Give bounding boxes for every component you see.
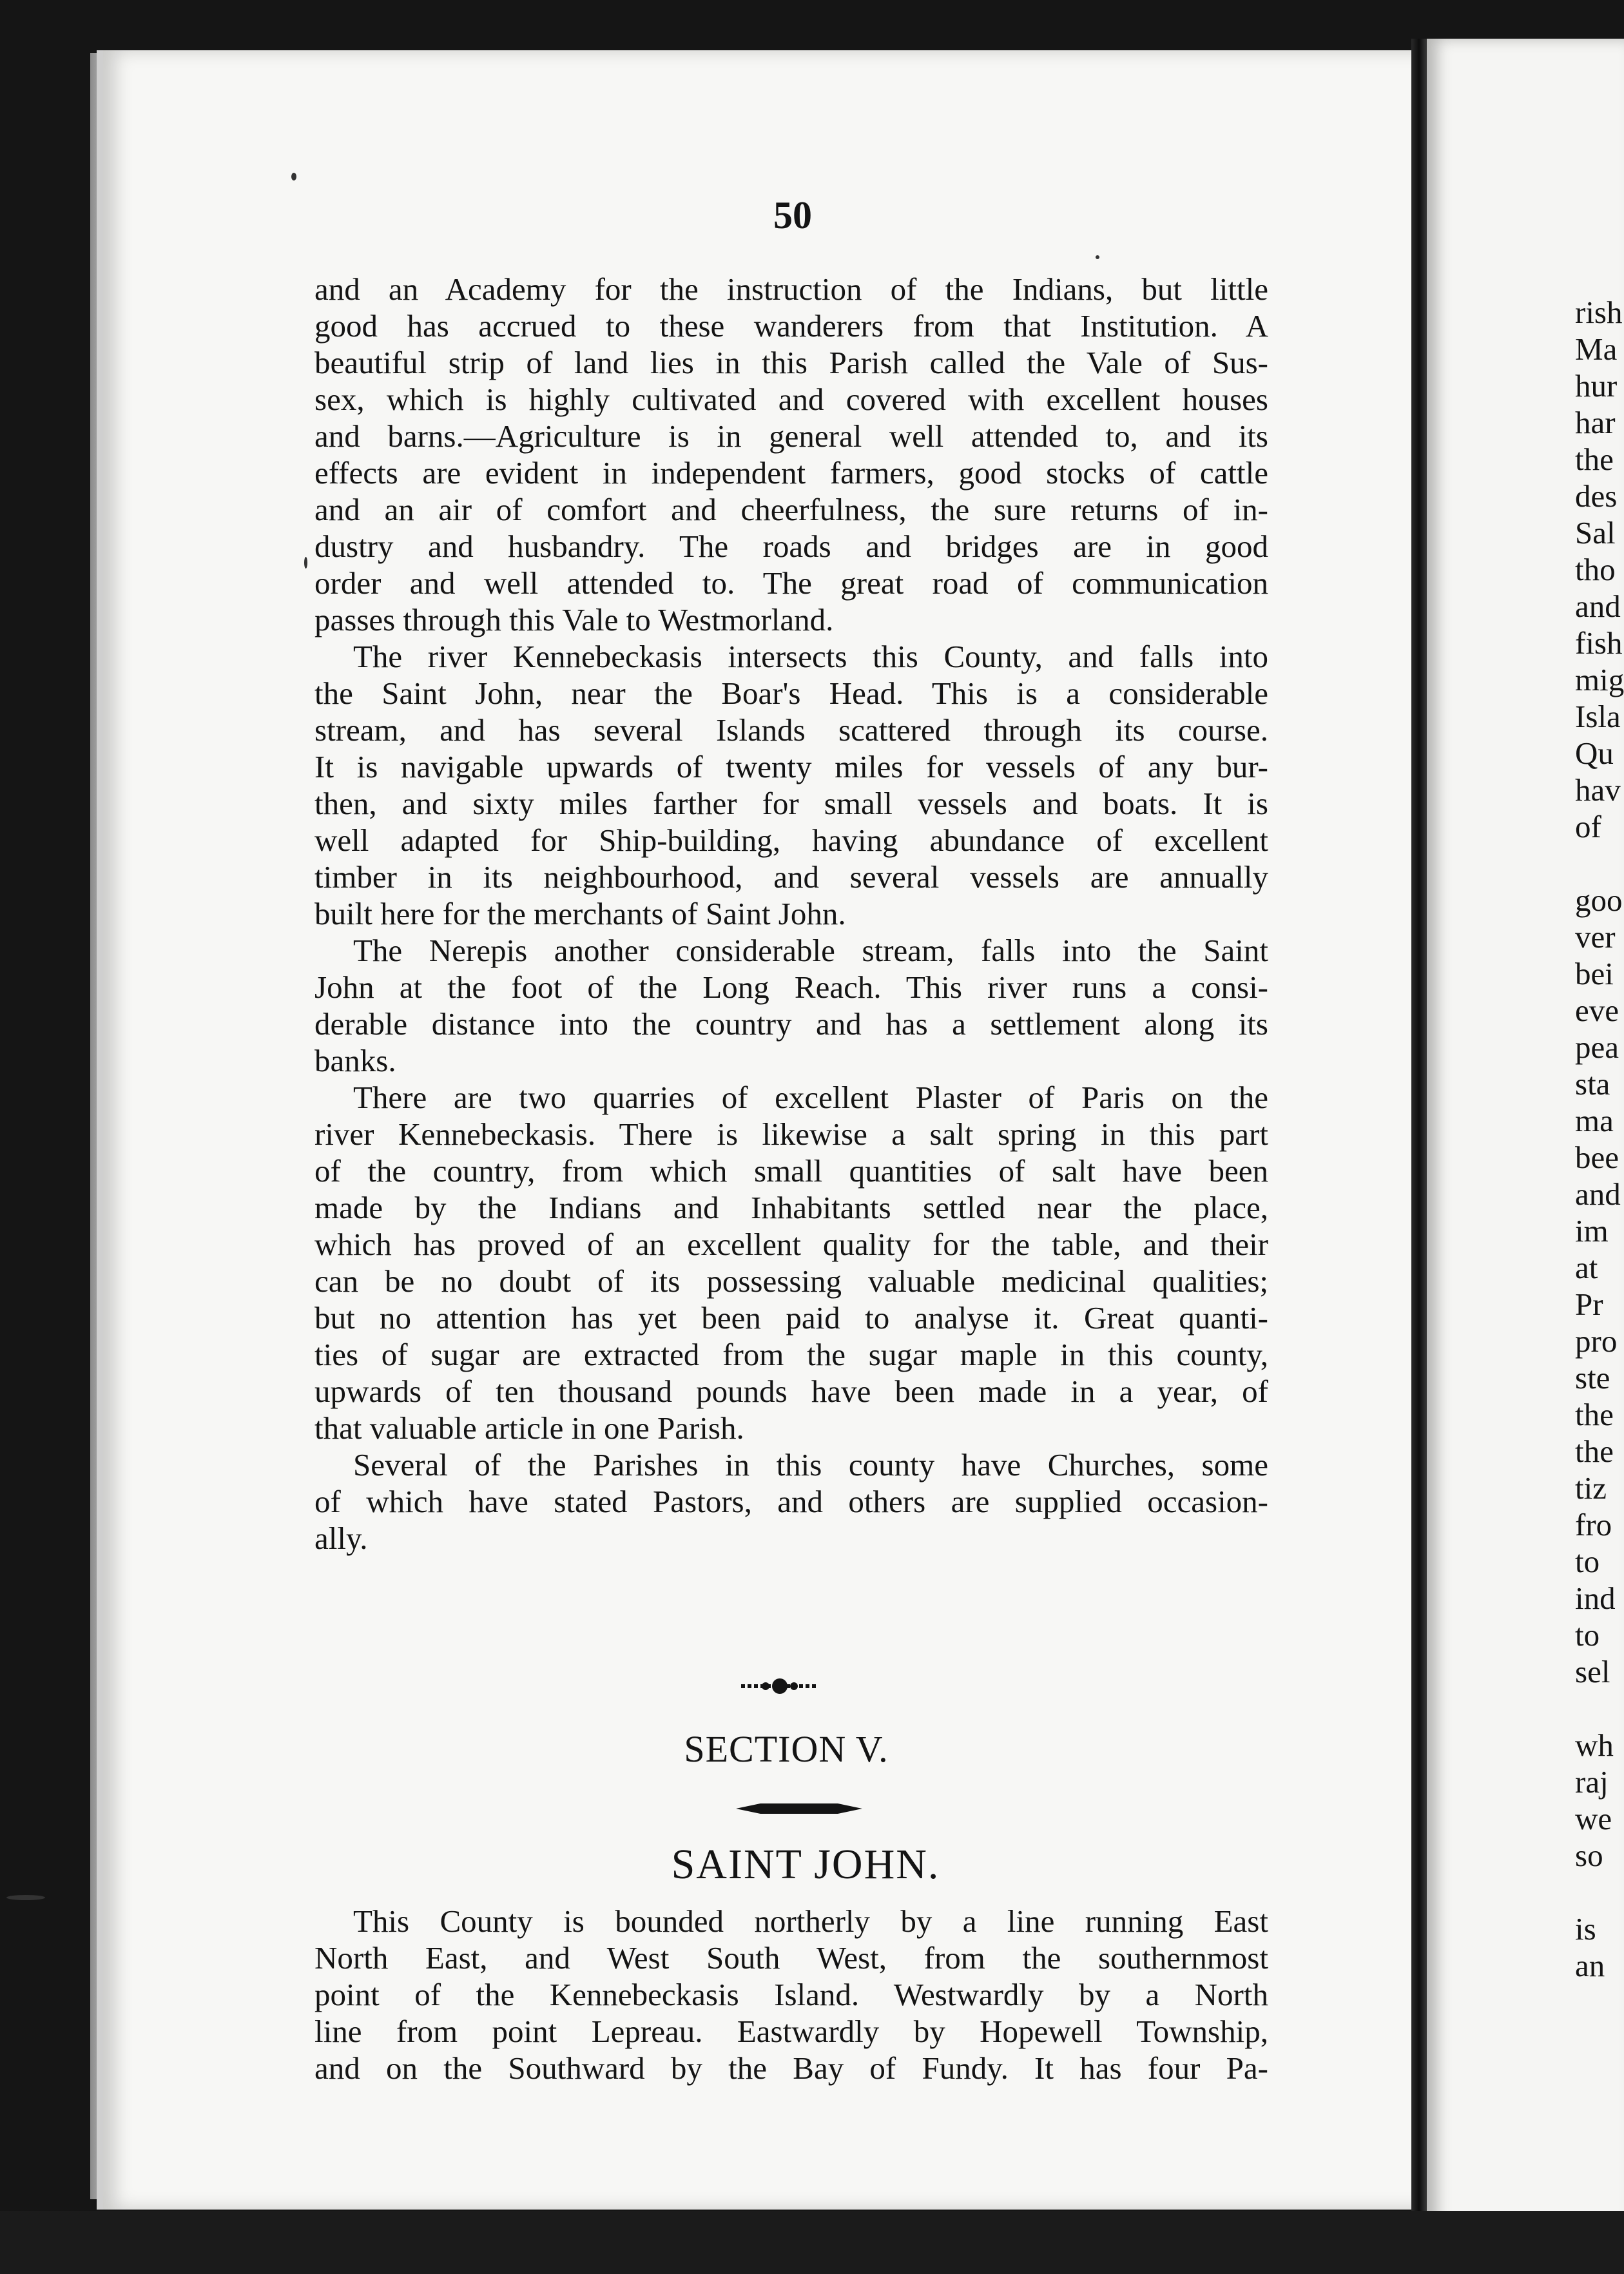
text-line: This County is bounded northerly by a line running East — [353, 1903, 1268, 1939]
text-line: dustry and husbandry. The roads and bridges are in good — [314, 529, 1268, 564]
text-line: can be no doubt of its possessing valuable medicinal qualities; — [314, 1263, 1268, 1299]
text-line: beautiful strip of land lies in this Parish called the Vale of Sus- — [314, 345, 1268, 380]
facing-text-fragment: ste — [1575, 1360, 1610, 1395]
county-title: SAINT JOHN. — [671, 1841, 940, 1888]
facing-text-fragment: wh — [1575, 1727, 1614, 1763]
text-line: John at the foot of the Long Reach. This river runs a consi- — [314, 969, 1268, 1005]
facing-text-fragment: to — [1575, 1544, 1600, 1579]
facing-text-fragment: to — [1575, 1617, 1600, 1653]
text-line: Several of the Parishes in this county have Churches, some — [353, 1447, 1268, 1482]
text-line: It is navigable upwards of twenty miles for vessels of any bur- — [314, 749, 1268, 784]
text-line: order and well attended to. The great road of communication — [314, 565, 1268, 601]
text-line: river Kennebeckasis. There is likewise a salt spring in this part — [314, 1116, 1268, 1152]
facing-text-fragment: mig — [1575, 662, 1624, 697]
text-line: and an Academy for the instruction of the Indians, but little — [314, 271, 1268, 307]
facing-text-fragment: ma — [1575, 1103, 1614, 1138]
text-line: banks. — [314, 1043, 396, 1078]
facing-text-fragment: at — [1575, 1250, 1598, 1285]
book-gutter — [1411, 39, 1427, 2250]
text-line: There are two quarries of excellent Plaster of Paris on the — [353, 1080, 1268, 1115]
text-line: the Saint John, near the Boar's Head. This is a considerable — [314, 675, 1268, 711]
facing-text-fragment: bei — [1575, 956, 1614, 991]
facing-text-fragment: and — [1575, 1176, 1621, 1212]
facing-text-fragment: of — [1575, 809, 1601, 844]
facing-text-fragment: pro — [1575, 1323, 1618, 1359]
facing-text-fragment: Pr — [1575, 1287, 1603, 1322]
facing-text-fragment: im — [1575, 1213, 1609, 1249]
paper-speck — [291, 173, 296, 180]
text-line: that valuable article in one Parish. — [314, 1410, 744, 1446]
margin-mark — [6, 1895, 45, 1900]
text-line: effects are evident in independent farmers, good stocks of cattle — [314, 455, 1268, 491]
facing-text-fragment: an — [1575, 1948, 1605, 1983]
facing-text-fragment: bee — [1575, 1140, 1619, 1175]
facing-text-fragment: goo — [1575, 882, 1623, 918]
text-line: ties of sugar are extracted from the sugar maple in this county, — [314, 1337, 1268, 1372]
text-line: ally. — [314, 1521, 368, 1556]
facing-text-fragment: hav — [1575, 772, 1621, 808]
scan-bottom-edge — [0, 2211, 1624, 2274]
text-line: North East, and West South West, from the southernmost — [314, 1940, 1268, 1976]
facing-text-fragment: raj — [1575, 1764, 1609, 1800]
facing-text-fragment: is — [1575, 1911, 1596, 1947]
section-heading: SECTION V. — [684, 1728, 889, 1770]
facing-text-fragment: eve — [1575, 993, 1619, 1028]
paper-speck — [1096, 255, 1099, 259]
facing-text-fragment: so — [1575, 1838, 1603, 1873]
text-line: sex, which is highly cultivated and covered with excellent houses — [314, 382, 1268, 417]
text-line: upwards of ten thousand pounds have been made in a year, of — [314, 1374, 1268, 1409]
facing-text-fragment: sta — [1575, 1066, 1610, 1102]
facing-text-fragment: and — [1575, 588, 1621, 624]
facing-text-fragment: fro — [1575, 1507, 1612, 1542]
facing-text-fragment: Sal — [1575, 515, 1616, 550]
facing-text-fragment: des — [1575, 478, 1618, 514]
text-line: The river Kennebeckasis intersects this County, and falls into — [353, 639, 1268, 674]
ornament-divider-icon — [644, 1673, 915, 1699]
facing-text-fragment: rish — [1575, 295, 1623, 330]
paragraph — [314, 271, 1268, 638]
facing-text-fragment: ind — [1575, 1580, 1616, 1616]
text-line: good has accrued to these wanderers from that Institution. A — [314, 308, 1268, 344]
facing-text-fragment — [1575, 1690, 1624, 1727]
rule-ornament-icon — [735, 1800, 864, 1817]
paragraph — [314, 638, 1268, 932]
paragraph — [314, 932, 1268, 1079]
facing-text-fragment: Ma — [1575, 331, 1618, 367]
text-line: point of the Kennebeckasis Island. Westwardly by a North — [314, 1977, 1268, 2012]
facing-text-fragment: the — [1575, 442, 1614, 477]
text-line: The Nerepis another considerable stream, falls into the Saint — [353, 933, 1268, 968]
facing-text-fragment: sel — [1575, 1654, 1610, 1689]
facing-text-fragment: the — [1575, 1397, 1614, 1432]
facing-text-fragment — [1575, 845, 1624, 882]
facing-text-fragment: ver — [1575, 919, 1616, 955]
facing-text-fragment: the — [1575, 1433, 1614, 1469]
text-line: timber in its neighbourhood, and several vessels are annually — [314, 859, 1268, 895]
text-line: line from point Lepreau. Eastwardly by Hopewell Township, — [314, 2014, 1268, 2049]
body-text — [314, 271, 1268, 1557]
text-line: stream, and has several Islands scattered through its course. — [314, 712, 1268, 748]
facing-text-fragment: tiz — [1575, 1470, 1607, 1506]
facing-text-fragment: pea — [1575, 1029, 1619, 1065]
text-line: and on the Southward by the Bay of Fundy. It has four Pa- — [314, 2050, 1268, 2086]
text-line: and an air of comfort and cheerfulness, the sure returns of in- — [314, 492, 1268, 527]
facing-text-fragment: fish — [1575, 625, 1623, 661]
text-line: which has proved of an excellent quality for the table, and their — [314, 1227, 1268, 1262]
paragraph — [314, 1079, 1268, 1446]
facing-text-fragment: we — [1575, 1801, 1612, 1836]
text-line: and barns.—Agriculture is in general well attended to, and its — [314, 418, 1268, 454]
facing-text-fragment — [1575, 1874, 1624, 1910]
facing-text-fragment: har — [1575, 405, 1616, 440]
paragraph — [314, 1446, 1268, 1557]
facing-text-fragment: hur — [1575, 368, 1618, 403]
text-line: of which have stated Pastors, and others are supplied occasion- — [314, 1484, 1268, 1519]
facing-page-text — [1575, 294, 1624, 1984]
text-line: of the country, from which small quantities of salt have been — [314, 1153, 1268, 1189]
text-line: passes through this Vale to Westmorland. — [314, 602, 834, 637]
text-line: built here for the merchants of Saint John. — [314, 896, 846, 931]
facing-text-fragment: Qu — [1575, 735, 1614, 771]
text-line: then, and sixty miles farther for small vessels and boats. It is — [314, 786, 1268, 821]
page-number: 50 — [773, 194, 812, 237]
text-line: but no attention has yet been paid to analyse it. Great quanti- — [314, 1300, 1268, 1336]
text-line: well adapted for Ship-building, having abundance of excellent — [314, 822, 1268, 858]
section-body-text — [314, 1903, 1268, 2086]
paper-speck — [304, 557, 307, 568]
facing-text-fragment: tho — [1575, 552, 1616, 587]
text-line: derable distance into the country and has a settlement along its — [314, 1006, 1268, 1042]
facing-text-fragment: Isla — [1575, 699, 1621, 734]
text-line: made by the Indians and Inhabitants settled near the place, — [314, 1190, 1268, 1225]
